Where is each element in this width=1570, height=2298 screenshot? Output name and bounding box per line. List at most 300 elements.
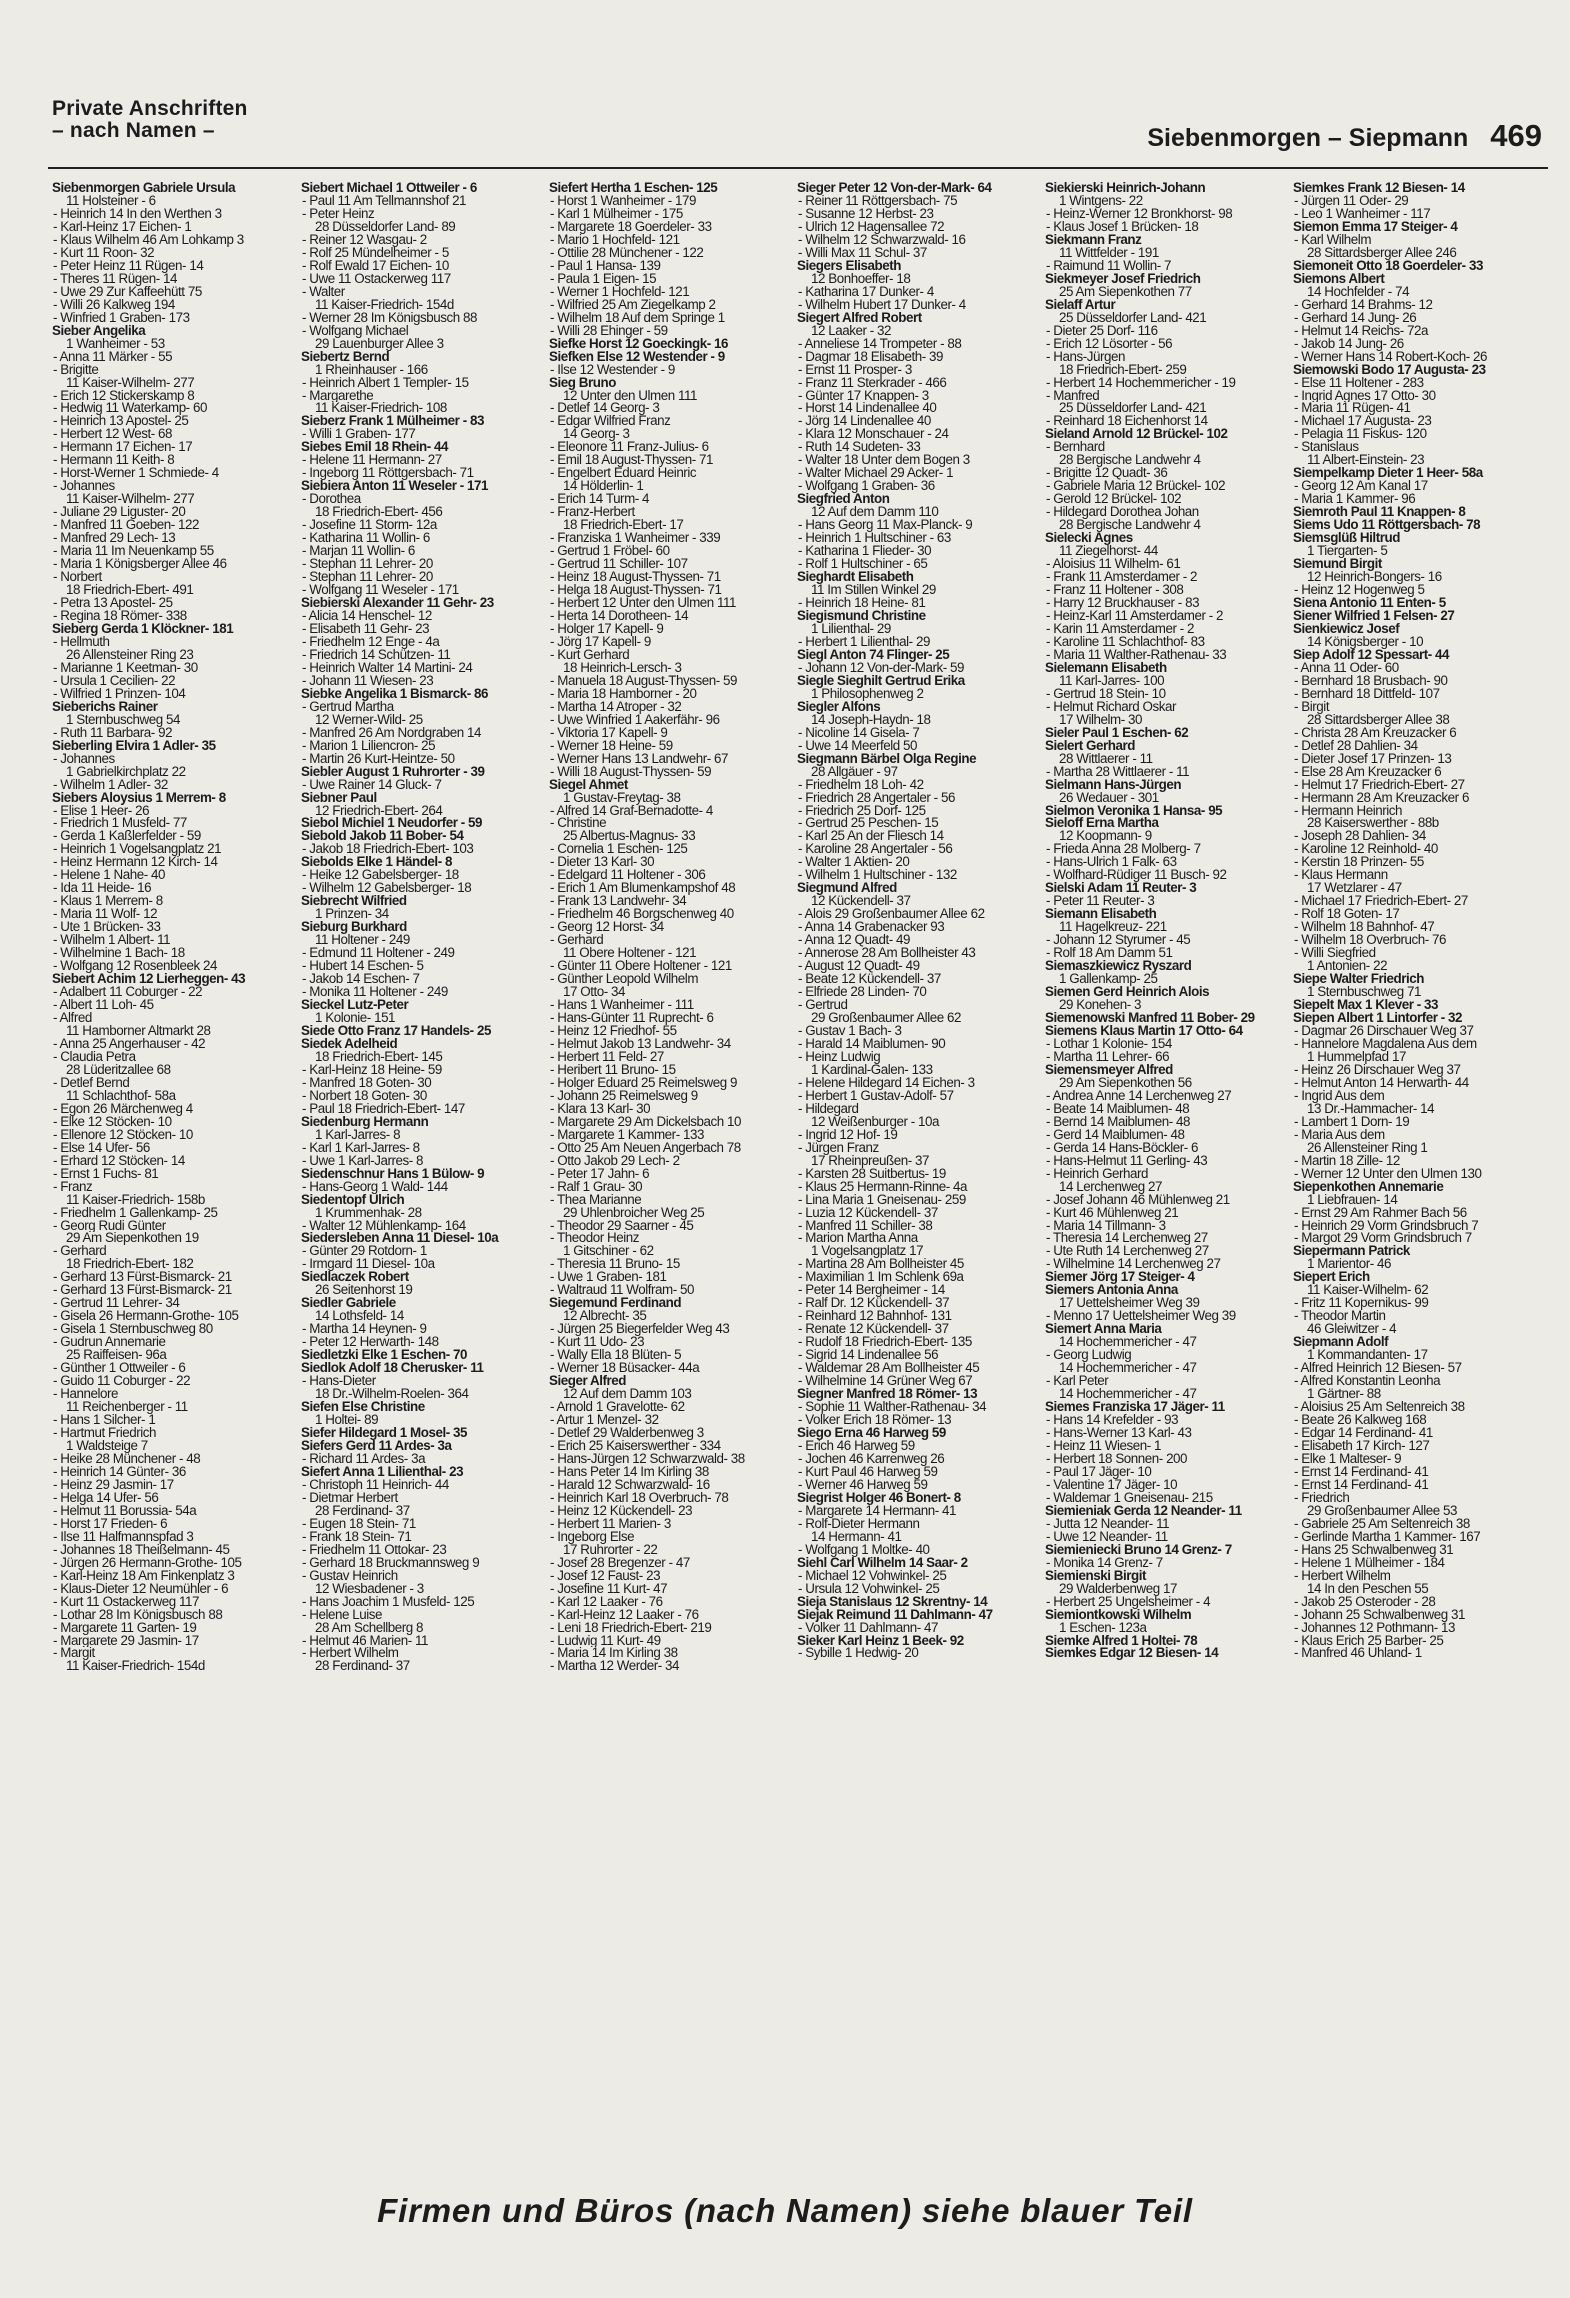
listing-entry: Sieger Peter 12 Von-der-Mark- 64 xyxy=(797,182,992,195)
listing-entry: Siemons Albert xyxy=(1293,272,1385,286)
listing-entry: - Horst-Werner 1 Schmiede- 4 xyxy=(53,467,219,481)
listing-entry: 11 Albert-Einstein- 23 xyxy=(1307,454,1425,468)
listing-entry: - Gerlinde Martha 1 Kammer- 167 xyxy=(1294,1530,1481,1544)
listing-entry: 14 Hölderlin- 1 xyxy=(563,480,644,494)
listing-entry: - Walter 12 Mühlenkamp- 164 xyxy=(302,1219,466,1233)
listing-entry: 14 Hochfelder - 74 xyxy=(1307,285,1410,299)
listing-entry: - Paula 1 Eigen- 15 xyxy=(550,272,657,286)
listing-entry: - Maria 1 Kammer- 96 xyxy=(1294,493,1416,507)
listing-entry: - Sigrid 14 Lindenallee 56 xyxy=(798,1349,939,1363)
listing-entry: - Karl Peter xyxy=(1046,1375,1109,1389)
listing-entry: - Uwe Rainer 14 Gluck- 7 xyxy=(302,778,442,792)
listing-entry: - Bernd 14 Maiblumen- 48 xyxy=(1046,1115,1191,1129)
listing-entry: Siebert Achim 12 Lierheggen- 43 xyxy=(52,973,246,987)
listing-entry: - Wilhelm 1 Hultschiner - 132 xyxy=(798,869,957,883)
listing-entry: - Gerold 12 Brückel- 102 xyxy=(1046,493,1182,507)
listing-entry: 25 Düsseldorfer Land- 421 xyxy=(1059,402,1207,416)
listing-entry: - Wolfgang Michael xyxy=(302,324,409,338)
listing-entry: - Wilhelmine 14 Lerchenweg 27 xyxy=(1046,1258,1221,1272)
listing-entry: - Wally Ella 18 Blüten- 5 xyxy=(550,1349,682,1363)
listing-entry: Siemens Klaus Martin 17 Otto- 64 xyxy=(1045,1024,1243,1038)
listing-entry: 1 Wanheimer - 53 xyxy=(66,337,165,351)
listing-entry: - Michael 17 Friedrich-Ebert- 27 xyxy=(1294,895,1468,909)
listing-entry: - Maria 11 Rügen- 41 xyxy=(1294,402,1411,416)
listing-entry: - Gertrud 11 Lehrer- 34 xyxy=(53,1297,180,1311)
listing-entry: Sieloff Erna Martha xyxy=(1045,817,1159,831)
listing-entry: - Ingeborg Else xyxy=(550,1530,635,1544)
listing-entry: - Franz xyxy=(53,1180,93,1194)
listing-entry: 11 Reichenberger - 11 xyxy=(66,1401,188,1415)
listing-entry: 18 Friedrich-Ebert- 145 xyxy=(315,1050,443,1064)
listing-entry: - Gabriele Maria 12 Brückel- 102 xyxy=(1046,480,1226,494)
listing-entry: - Lothar 1 Kolonie- 154 xyxy=(1046,1037,1172,1051)
listing-entry: Siemiontkowski Wilhelm xyxy=(1045,1608,1192,1622)
listing-entry: - Ernst 11 Prosper- 3 xyxy=(798,363,912,377)
listing-entry: - Ernst 14 Ferdinand- 41 xyxy=(1294,1465,1429,1479)
listing-entry: - Jürgen 11 Oder- 29 xyxy=(1294,194,1409,208)
listing-entry: - Fritz 11 Kopernikus- 99 xyxy=(1294,1297,1429,1311)
listing-entry: Siefken Else 12 Westender - 9 xyxy=(549,350,725,364)
listing-entry: - Norbert 18 Goten- 30 xyxy=(302,1089,427,1103)
footer-note: Firmen und Büros (nach Namen) siehe blauer Teil xyxy=(377,2192,1193,2229)
listing-entry: - Karl-Heinz 18 Am Finkenplatz 3 xyxy=(53,1569,235,1583)
listing-entry: - Herbert Wilhelm xyxy=(302,1647,399,1661)
listing-entry: Siegmund Alfred xyxy=(797,882,897,896)
listing-entry: 25 Albertus-Magnus- 33 xyxy=(563,830,696,844)
listing-entry: - Dagmar 18 Elisabeth- 39 xyxy=(798,350,944,364)
listing-entry: - Ingrid 12 Hof- 19 xyxy=(798,1128,898,1142)
listing-entry: 28 Bergische Landwehr 4 xyxy=(1059,519,1201,533)
listing-entry: - Ruth 11 Barbara- 92 xyxy=(53,726,173,740)
listing-entry: Siebers Aloysius 1 Merrem- 8 xyxy=(52,791,226,805)
listing-entry: 26 Wedauer - 301 xyxy=(1059,791,1159,805)
listing-entry: Siegl Anton 74 Flinger- 25 xyxy=(797,648,950,662)
listing-entry: - Wolfgang 1 Moltke- 40 xyxy=(798,1543,930,1557)
listing-entry: Siedenburg Hermann xyxy=(301,1115,429,1129)
listing-entry: - Willi 1 Graben- 177 xyxy=(302,428,416,442)
listing-entry: - Anna 14 Grabenacker 93 xyxy=(798,921,945,935)
section-subtitle: – nach Namen – xyxy=(52,119,215,143)
listing-entry: Sielemann Elisabeth xyxy=(1045,661,1167,675)
listing-entry: - Leni 18 Friedrich-Ebert- 219 xyxy=(550,1621,712,1635)
listing-entry: - Martha 14 Heynen- 9 xyxy=(302,1323,427,1337)
listing-entry: - Herbert 1 Gustav-Adolf- 57 xyxy=(798,1089,954,1103)
listing-entry: - Alfred Konstantin Leonha xyxy=(1294,1375,1441,1389)
listing-entry: - Reiner 11 Röttgersbach- 75 xyxy=(798,194,958,208)
listing-entry: - Susanne 12 Herbst- 23 xyxy=(798,207,934,221)
listing-entry: - Pelagia 11 Fiskus- 120 xyxy=(1294,428,1427,442)
listing-entry: - Helmut 46 Marien- 11 xyxy=(302,1634,429,1648)
listing-entry: - Hans Joachim 1 Musfeld- 125 xyxy=(302,1595,475,1609)
listing-entry: - Winfried 1 Graben- 173 xyxy=(53,311,190,325)
listing-entry: Sieler Paul 1 Eschen- 62 xyxy=(1045,726,1189,740)
listing-entry: - Georg Rudi Günter xyxy=(53,1219,166,1233)
listing-entry: - Anna 11 Oder- 60 xyxy=(1294,661,1399,675)
listing-entry: - Waldemar 28 Am Bollheister 45 xyxy=(798,1362,980,1376)
listing-entry: - Norbert xyxy=(53,571,102,585)
listing-entry: - Wolfgang 1 Graben- 36 xyxy=(798,480,935,494)
listing-entry: - Walter Michael 29 Acker- 1 xyxy=(798,467,954,481)
listing-entry: - Peter Heinz 11 Rügen- 14 xyxy=(53,259,204,273)
listing-entry: - Gustav Heinrich xyxy=(302,1569,398,1583)
listing-entry: Siepe Walter Friedrich xyxy=(1293,973,1424,987)
listing-entry: - Jürgen Franz xyxy=(798,1141,879,1155)
listing-entry: - Gabriele 25 Am Seltenreich 38 xyxy=(1294,1517,1470,1531)
listing-entry: - Dagmar 26 Dirschauer Weg 37 xyxy=(1294,1024,1474,1038)
listing-entry: - Margit xyxy=(53,1647,95,1661)
listing-entry: - Michael 12 Vohwinkel- 25 xyxy=(798,1569,947,1583)
listing-entry: - Gerhard xyxy=(53,1245,107,1259)
listing-entry: Siemon Emma 17 Steiger- 4 xyxy=(1293,220,1458,234)
listing-entry: - Menno 17 Uettelsheimer Weg 39 xyxy=(1046,1310,1236,1324)
listing-entry: - Martha 11 Lehrer- 66 xyxy=(1046,1050,1170,1064)
listing-entry: Siefer Hildegard 1 Mosel- 35 xyxy=(301,1427,468,1440)
listing-entry: - Josef 28 Bregenzer - 47 xyxy=(550,1556,690,1570)
listing-entry: - Aloisius 11 Wilhelm- 61 xyxy=(1046,558,1181,572)
listing-entry: - Heinz 12 Hogenweg 5 xyxy=(1294,584,1425,597)
listing-entry: - Johann 25 Reimelsweg 9 xyxy=(550,1089,698,1103)
listing-entry: - Holger 17 Kapell- 9 xyxy=(550,622,664,636)
listing-entry: - Nicoline 14 Gisela- 7 xyxy=(798,726,920,740)
listing-entry: 11 Hagelkreuz- 221 xyxy=(1059,921,1167,935)
listing-entry: - Peter Heinz xyxy=(302,207,375,221)
listing-entry: - Ingrid Agnes 17 Otto- 30 xyxy=(1294,389,1436,403)
listing-entry: 11 Kaiser-Wilhelm- 277 xyxy=(66,376,195,390)
listing-entry: - Hans-Helmut 11 Gerling- 43 xyxy=(1046,1154,1208,1168)
listing-entry: - Wolfgang 11 Weseler - 171 xyxy=(302,584,459,597)
listing-entry: - Uwe 1 Karl-Jarres- 8 xyxy=(302,1154,424,1168)
listing-entry: Siemieniecki Bruno 14 Grenz- 7 xyxy=(1045,1543,1232,1557)
listing-entry: - Margot 29 Vorm Grindsbruch 7 xyxy=(1294,1232,1472,1246)
listing-entry: Siebke Angelika 1 Bismarck- 86 xyxy=(301,687,488,701)
listing-entry: - Volker Erich 18 Römer- 13 xyxy=(798,1414,952,1427)
listing-entry: 14 Lothsfeld- 14 xyxy=(315,1310,404,1324)
listing-entry: Siepen Albert 1 Lintorfer - 32 xyxy=(1293,1012,1463,1025)
listing-entry: - Guido 11 Coburger - 22 xyxy=(53,1375,191,1389)
listing-entry: - Willi Siegfried xyxy=(1294,947,1376,961)
listing-entry: - Klara 13 Karl- 30 xyxy=(550,1102,651,1116)
listing-entry: - Sybille 1 Hedwig- 20 xyxy=(798,1647,919,1661)
listing-entry: - Ursula 1 Cecilien- 22 xyxy=(53,674,176,688)
listing-entry: 28 Sittardsberger Allee 246 xyxy=(1307,246,1457,260)
listing-entry: - Elke 1 Malteser- 9 xyxy=(1294,1452,1402,1466)
listing-entry: - Friedhelm 18 Loh- 42 xyxy=(798,778,924,792)
listing-entry: 25 Düsseldorfer Land- 421 xyxy=(1059,311,1207,325)
listing-entry: Sielski Adam 11 Reuter- 3 xyxy=(1045,882,1197,896)
listing-entry: - Erich 14 Turm- 4 xyxy=(550,493,650,507)
listing-entry: 12 Heinrich-Bongers- 16 xyxy=(1307,571,1442,585)
listing-entry: - Josef 12 Faust- 23 xyxy=(550,1569,661,1583)
listing-entry: - Helmut 17 Friedrich-Ebert- 27 xyxy=(1294,778,1465,792)
listing-entry: 28 Ferdinand- 37 xyxy=(315,1504,410,1518)
listing-entry: 1 Krummenhak- 28 xyxy=(315,1206,422,1220)
listing-entry: - Otto Jakob 29 Lech- 2 xyxy=(550,1154,680,1168)
listing-entry: Siegmann Bärbel Olga Regine xyxy=(797,752,977,766)
listing-entry: - Herbert 11 Marien- 3 xyxy=(550,1517,671,1531)
listing-entry: - Christa 28 Am Kreuzacker 6 xyxy=(1294,726,1457,740)
listing-entry: - Adalbert 11 Coburger - 22 xyxy=(53,986,203,1000)
listing-entry: - Thea Marianne xyxy=(550,1193,642,1207)
listing-entry: - Detlef 29 Walderbenweg 3 xyxy=(550,1427,704,1440)
listing-entry: Siefke Horst 12 Goeckingk- 16 xyxy=(549,337,728,351)
listing-entry: - Helmut 11 Borussia- 54a xyxy=(53,1504,197,1518)
listing-entry: Siekmeyer Josef Friedrich xyxy=(1045,272,1201,286)
listing-entry: Siemenowski Manfred 11 Bober- 29 xyxy=(1045,1012,1255,1025)
listing-entry: 1 Rheinhauser - 166 xyxy=(315,363,428,377)
listing-entry: - Wolfgang 12 Rosenbleek 24 xyxy=(53,960,218,974)
listing-entry: 14 Georg- 3 xyxy=(563,428,630,442)
listing-entry: 1 Hummelpfad 17 xyxy=(1307,1050,1406,1064)
listing-entry: 12 Laaker - 32 xyxy=(811,324,892,338)
listing-entry: - Maria 11 Im Neuenkamp 55 xyxy=(53,545,214,559)
listing-entry: 1 Waldsteige 7 xyxy=(66,1439,148,1453)
listing-entry: Siener Wilfried 1 Felsen- 27 xyxy=(1293,609,1455,623)
listing-entry: 1 Lilienthal- 29 xyxy=(811,622,891,636)
listing-entry: - Jakob 14 Jung- 26 xyxy=(1294,337,1404,351)
listing-entry: - Hildegard Dorothea Johan xyxy=(1046,506,1199,520)
listing-entry: - Hans-Ulrich 1 Falk- 63 xyxy=(1046,856,1177,870)
listing-entry: 28 Allgäuer - 97 xyxy=(811,765,898,779)
listing-entry: Siebenmorgen Gabriele Ursula xyxy=(52,182,236,195)
listing-entry: 1 Gabrielkirchplatz 22 xyxy=(66,765,186,779)
listing-entry: - Erich 12 Lösorter - 56 xyxy=(1046,337,1173,351)
listing-entry: - Lina Maria 1 Gneisenau- 259 xyxy=(798,1193,966,1207)
listing-entry: Siegner Manfred 18 Römer- 13 xyxy=(797,1388,978,1402)
page-header-right xyxy=(1147,118,1542,154)
listing-entry: - Monika 11 Holtener - 249 xyxy=(302,986,448,1000)
listing-entry: - Günter 17 Knappen- 3 xyxy=(798,389,929,403)
listing-entry: - Theodor Heinz xyxy=(550,1232,640,1246)
listing-entry: - Margarethe xyxy=(302,389,374,403)
listing-entry: - Ute 1 Brücken- 33 xyxy=(53,921,161,935)
listing-entry: - Martin 26 Kurt-Heintze- 50 xyxy=(302,752,455,766)
listing-entry: - Manfred 29 Lech- 13 xyxy=(53,532,176,546)
listing-entry: - Lothar 28 Im Königsbusch 88 xyxy=(53,1608,223,1622)
listing-entry: - Gisela 1 Sternbuschweg 80 xyxy=(53,1323,213,1337)
listing-entry: 1 Gustav-Freytag- 38 xyxy=(563,791,681,805)
listing-entry: - Elise 1 Heer- 26 xyxy=(53,804,150,818)
listing-entry: - Helmut 14 Reichs- 72a xyxy=(1294,324,1429,338)
listing-entry: - Hans Peter 14 Im Kirling 38 xyxy=(550,1465,709,1479)
listing-entry: - Elke 12 Stöcken- 10 xyxy=(53,1115,172,1129)
listing-entry: 28 Kaiserswerther - 88b xyxy=(1307,817,1439,831)
listing-entry: - Kurt 11 Udo- 23 xyxy=(550,1336,645,1350)
listing-entry: 18 Friedrich-Ebert- 491 xyxy=(66,584,194,597)
listing-entry: - Hans 25 Schwalbenweg 31 xyxy=(1294,1543,1454,1557)
listing-entry: - Heinrich 29 Vorm Grindsbruch 7 xyxy=(1294,1219,1479,1233)
listing-entry: - Josefine 11 Kurt- 47 xyxy=(550,1582,668,1596)
listing-entry: - Hans-Günter 11 Ruprecht- 6 xyxy=(550,1012,714,1025)
listing-entry: - Georg 12 Am Kanal 17 xyxy=(1294,480,1428,494)
listing-column-3 xyxy=(549,182,790,2107)
listing-entry: 1 Wintgens- 22 xyxy=(1059,194,1143,208)
listing-entry: Sieland Arnold 12 Brückel- 102 xyxy=(1045,428,1228,442)
listing-entry: - Horst 14 Lindenallee 40 xyxy=(798,402,937,416)
listing-entry: - Bernhard 18 Brusbach- 90 xyxy=(1294,674,1448,688)
listing-entry: - Anna 12 Quadt- 49 xyxy=(798,934,911,948)
listing-entry: - Margarete 14 Hermann- 41 xyxy=(798,1504,956,1518)
listing-entry: 26 Seitenhorst 19 xyxy=(315,1284,413,1298)
listing-entry: Sieberling Elvira 1 Adler- 35 xyxy=(52,739,216,753)
listing-entry: - Kurt 11 Roon- 32 xyxy=(53,246,155,260)
listing-entry: - Uwe Winfried 1 Aakerfähr- 96 xyxy=(550,713,720,727)
listing-entry: - Heinrich 14 In den Werthen 3 xyxy=(53,207,222,221)
listing-entry: - Hartmut Friedrich xyxy=(53,1427,157,1440)
listing-entry: - Karl Wilhelm xyxy=(1294,233,1372,247)
listing-entry: - Helene 1 Nahe- 40 xyxy=(53,869,166,883)
listing-entry: - Alfred xyxy=(53,1012,92,1025)
listing-entry: - Erhard 12 Stöcken- 14 xyxy=(53,1154,185,1168)
listing-entry: - Friedrich xyxy=(1294,1491,1350,1505)
listing-entry: - Hans-Werner 13 Karl- 43 xyxy=(1046,1427,1192,1440)
listing-entry: 17 Wetzlarer - 47 xyxy=(1307,882,1402,896)
listing-entry: Sielaff Artur xyxy=(1045,298,1116,312)
listing-entry: - Martha 14 Atroper - 32 xyxy=(550,700,682,714)
listing-entry: - Reinhard 12 Bahnhof- 131 xyxy=(798,1310,952,1324)
listing-entry: 28 Bergische Landwehr 4 xyxy=(1059,454,1201,468)
listing-entry: - Gerhard 13 Fürst-Bismarck- 21 xyxy=(53,1284,232,1298)
listing-entry: Sielert Gerhard xyxy=(1045,739,1135,753)
listing-entry: - Aloisius 25 Am Seltenreich 38 xyxy=(1294,1401,1465,1415)
listing-entry: - Else 11 Holtener - 283 xyxy=(1294,376,1424,390)
listing-entry: - Jakob 14 Eschen- 7 xyxy=(302,973,420,987)
listing-entry: Siegert Alfred Robert xyxy=(797,311,922,325)
listing-entry: - Kurt 46 Mühlenweg 21 xyxy=(1046,1206,1179,1220)
listing-entry: Siedlaczek Robert xyxy=(301,1271,409,1285)
listing-entry: - Friedrich 25 Dorf- 125 xyxy=(798,804,926,818)
listing-entry: - Hellmuth xyxy=(53,635,110,649)
listing-entry: - Karl 25 An der Fliesch 14 xyxy=(798,830,944,844)
listing-entry: - Wilhelm Hubert 17 Dunker- 4 xyxy=(798,298,966,312)
listing-entry: - Beate 26 Kalkweg 168 xyxy=(1294,1414,1427,1427)
listing-entry: Siehl Carl Wilhelm 14 Saar- 2 xyxy=(797,1556,968,1570)
listing-entry: - Arnold 1 Gravelotte- 62 xyxy=(550,1401,685,1415)
listing-entry: - Karl-Heinz 18 Heine- 59 xyxy=(302,1063,442,1077)
listing-entry: - Gerhard 13 Fürst-Bismarck- 21 xyxy=(53,1271,232,1285)
listing-entry: Siegler Alfons xyxy=(797,700,881,714)
listing-entry: - Klara 12 Monschauer - 24 xyxy=(798,428,949,442)
listing-entry: - Emil 18 August-Thyssen- 71 xyxy=(550,454,714,468)
listing-entry: 28 Düsseldorfer Land- 89 xyxy=(315,220,456,234)
listing-entry: - Hildegard xyxy=(798,1102,859,1116)
listing-entry: - Hans-Jürgen 12 Schwarzwald- 38 xyxy=(550,1452,745,1466)
listing-entry: - Monika 14 Grenz- 7 xyxy=(1046,1556,1163,1570)
listing-entry: - Else 28 Am Kreuzacker 6 xyxy=(1294,765,1442,779)
listing-entry: 1 Vogelsangplatz 17 xyxy=(811,1245,924,1259)
listing-entry: - Heinrich Karl 18 Overbruch- 78 xyxy=(550,1491,729,1505)
listing-entry: - Mario 1 Hochfeld- 121 xyxy=(550,233,680,247)
listing-entry: Siegers Elisabeth xyxy=(797,259,901,273)
listing-entry: - Herta 14 Dorotheen- 14 xyxy=(550,609,689,623)
listing-entry: - Klaus Erich 25 Barber- 25 xyxy=(1294,1634,1444,1648)
listing-entry: Sieburg Burkhard xyxy=(301,921,407,935)
listing-entry: - Alfred 14 Graf-Bernadotte- 4 xyxy=(550,804,713,818)
listing-entry: - Leo 1 Wanheimer - 117 xyxy=(1294,207,1431,221)
listing-entry: - Gerhard 14 Jung- 26 xyxy=(1294,311,1417,325)
listing-entry: - Kurt 11 Ostackerweg 117 xyxy=(53,1595,200,1609)
listing-entry: - Hedwig 11 Waterkamp- 60 xyxy=(53,402,207,416)
listing-entry: - Elfriede 28 Linden- 70 xyxy=(798,986,927,1000)
listing-entry: 11 Im Stillen Winkel 29 xyxy=(811,584,936,597)
listing-entry: - Hans 1 Wanheimer - 111 xyxy=(550,999,694,1012)
listing-entry: - Friedhelm 12 Enge - 4a xyxy=(302,635,440,649)
listing-entry: Siegfried Anton xyxy=(797,493,890,507)
listing-entry: - Heinz Ludwig xyxy=(798,1050,881,1064)
listing-entry: Siebertz Bernd xyxy=(301,350,390,364)
listing-entry: - Hermann 17 Eichen- 17 xyxy=(53,441,193,455)
listing-entry: - Margarete 1 Kammer- 133 xyxy=(550,1128,704,1142)
listing-entry: Sieckel Lutz-Peter xyxy=(301,999,409,1012)
listing-entry: - Engelbert Eduard Heinric xyxy=(550,467,697,481)
listing-entry: 14 Joseph-Haydn- 18 xyxy=(811,713,931,727)
listing-entry: - Helmut Richard Oskar xyxy=(1046,700,1176,714)
listing-entry: 14 Hochemmericher - 47 xyxy=(1059,1336,1197,1350)
listing-entry: Siedenschnur Hans 1 Bülow- 9 xyxy=(301,1167,485,1181)
listing-entry: - Artur 1 Menzel- 32 xyxy=(550,1414,659,1427)
section-title: Private Anschriften xyxy=(52,97,248,120)
listing-entry: - Ottilie 28 Münchener - 122 xyxy=(550,246,704,260)
listing-entry: - Paul 17 Jäger- 10 xyxy=(1046,1465,1152,1479)
listing-entry: - Willi Max 11 Schul- 37 xyxy=(798,246,927,260)
listing-entry: - Harald 14 Maiblumen- 90 xyxy=(798,1037,946,1051)
listing-entry: - Karl 12 Laaker - 76 xyxy=(550,1595,663,1609)
listing-entry: - Günter 11 Obere Holtener - 121 xyxy=(550,960,732,974)
listing-entry: - Paul 11 Am Tellmannshof 21 xyxy=(302,194,467,208)
listing-entry: - Hermann 28 Am Kreuzacker 6 xyxy=(1294,791,1469,805)
listing-entry: - Wilhelm 1 Adler- 32 xyxy=(53,778,168,792)
listing-entry: - Heinz 12 Friedhof- 55 xyxy=(550,1024,677,1038)
listing-entry: - Jörg 17 Kapell- 9 xyxy=(550,635,651,649)
listing-entry: - Herbert 12 Unter den Ulmen 111 xyxy=(550,597,737,610)
listing-entry: Sieger Alfred xyxy=(549,1375,626,1389)
listing-entry: Siedentopf Ulrich xyxy=(301,1193,405,1207)
listing-entry: Siemaszkiewicz Ryszard xyxy=(1045,960,1192,974)
listing-entry: - Friedhelm 46 Borgschenweg 40 xyxy=(550,908,734,922)
listing-entry: Siebes Emil 18 Rhein- 44 xyxy=(301,441,448,455)
listing-entry: - Edmund 11 Holtener - 249 xyxy=(302,947,455,961)
listing-entry: Siebler August 1 Ruhrorter - 39 xyxy=(301,765,485,779)
listing-entry: - Heike 28 Münchener - 48 xyxy=(53,1452,201,1466)
listing-entry: - Frank 18 Stein- 71 xyxy=(302,1530,412,1544)
listing-entry: - Hannelore Magdalena Aus dem xyxy=(1294,1037,1477,1051)
listing-entry: 11 Kaiser-Wilhelm- 62 xyxy=(1307,1284,1429,1298)
listing-entry: 12 Bonhoeffer- 18 xyxy=(811,272,911,286)
listing-entry: - Hermann Heinrich xyxy=(1294,804,1402,818)
listing-entry: - Hans-Jürgen xyxy=(1046,350,1125,364)
listing-entry: - Maria 1 Königsberger Allee 46 xyxy=(53,558,227,572)
listing-entry: - Ernst 14 Ferdinand- 41 xyxy=(1294,1478,1429,1492)
listing-entry: - Uwe 14 Meerfeld 50 xyxy=(798,739,918,753)
listing-entry: - Ruth 14 Sudeten- 33 xyxy=(798,441,921,455)
listing-entry: Sieg Bruno xyxy=(549,376,616,390)
listing-entry: - Dieter 25 Dorf- 116 xyxy=(1046,324,1158,338)
listing-entry: - Erich 46 Harweg 59 xyxy=(798,1439,915,1453)
listing-entry: Siebiera Anton 11 Weseler - 171 xyxy=(301,480,489,494)
listing-entry: 1 Kardinal-Galen- 133 xyxy=(811,1063,933,1077)
listing-entry: - Heike 12 Gabelsberger- 18 xyxy=(302,869,459,883)
listing-entry: 1 Holtei- 89 xyxy=(315,1414,379,1427)
listing-entry: - Bernhard 18 Dittfeld- 107 xyxy=(1294,687,1440,701)
listing-entry: - Theresia 14 Lerchenweg 27 xyxy=(1046,1232,1208,1246)
listing-entry: - Brigitte 12 Quadt- 36 xyxy=(1046,467,1168,481)
listing-entry: 18 Friedrich-Ebert- 259 xyxy=(1059,363,1187,377)
listing-entry: Siempelkamp Dieter 1 Heer- 58a xyxy=(1293,467,1483,481)
listing-entry: - Erich 25 Kaiserswerther - 334 xyxy=(550,1439,721,1453)
listing-entry: - Wilhelm 1 Albert- 11 xyxy=(53,934,171,948)
listing-entry: - Friedrich 14 Schützen- 11 xyxy=(302,648,451,662)
listing-entry: - Horst 17 Frieden- 6 xyxy=(53,1517,168,1531)
listing-entry: - Sophie 11 Walther-Rathenau- 34 xyxy=(798,1401,987,1415)
